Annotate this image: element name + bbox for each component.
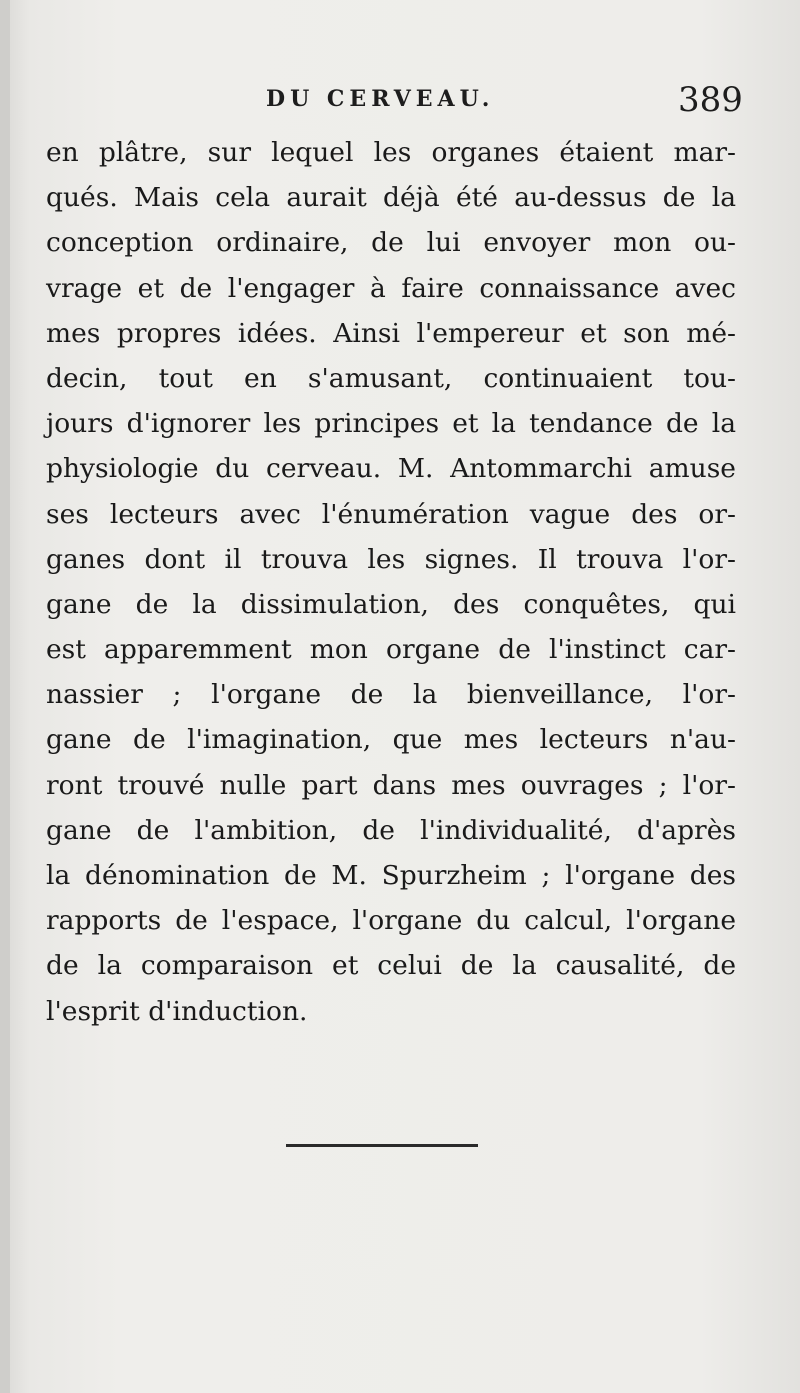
text-line: gane de l'ambition, de l'individualité, d'après	[46, 814, 736, 846]
text-line: l'esprit d'induction.	[46, 995, 308, 1027]
text-line: qués. Mais cela aurait déjà été au-dessus de la	[46, 182, 736, 214]
text-line: est apparemment mon organe de l'instinct car-	[46, 634, 736, 666]
text-line: rapports de l'espace, l'organe du calcul, l'organe	[46, 905, 736, 937]
running-head: DU CERVEAU.	[266, 86, 495, 112]
text-line: gane de l'imagination, que mes lecteurs n'au-	[46, 724, 736, 756]
footnote-rule	[286, 1144, 478, 1147]
text-line: nassier ; l'organe de la bienveillance, l'or-	[46, 679, 736, 711]
text-line: en plâtre, sur lequel les organes étaient mar-	[46, 137, 736, 168]
text-line: mes propres idées. Ainsi l'empereur et son mé-	[46, 317, 736, 349]
page-number: 389	[678, 80, 743, 120]
text-line: la dénomination de M. Spurzheim ; l'organe des	[46, 860, 736, 891]
text-line: ganes dont il trouva les signes. Il trouva l'or-	[46, 543, 736, 575]
page-header	[0, 80, 800, 124]
text-line: conception ordinaire, de lui envoyer mon ou-	[46, 227, 736, 259]
text-line: ses lecteurs avec l'énumération vague des or-	[46, 498, 736, 530]
page-gutter-shadow	[0, 0, 10, 1393]
text-line: gane de la dissimulation, des conquêtes, qui	[46, 588, 736, 620]
body-text	[46, 130, 736, 1034]
text-line: decin, tout en s'amusant, continuaient tou-	[46, 362, 736, 394]
text-line: vrage et de l'engager à faire connaissance avec	[46, 272, 736, 304]
text-line: jours d'ignorer les principes et la tendance de la	[46, 408, 736, 440]
text-line: de la comparaison et celui de la causalité, de	[46, 950, 736, 982]
text-line: physiologie du cerveau. M. Antommarchi amuse	[46, 453, 736, 485]
text-line: ront trouvé nulle part dans mes ouvrages ; l'or-	[46, 769, 736, 801]
